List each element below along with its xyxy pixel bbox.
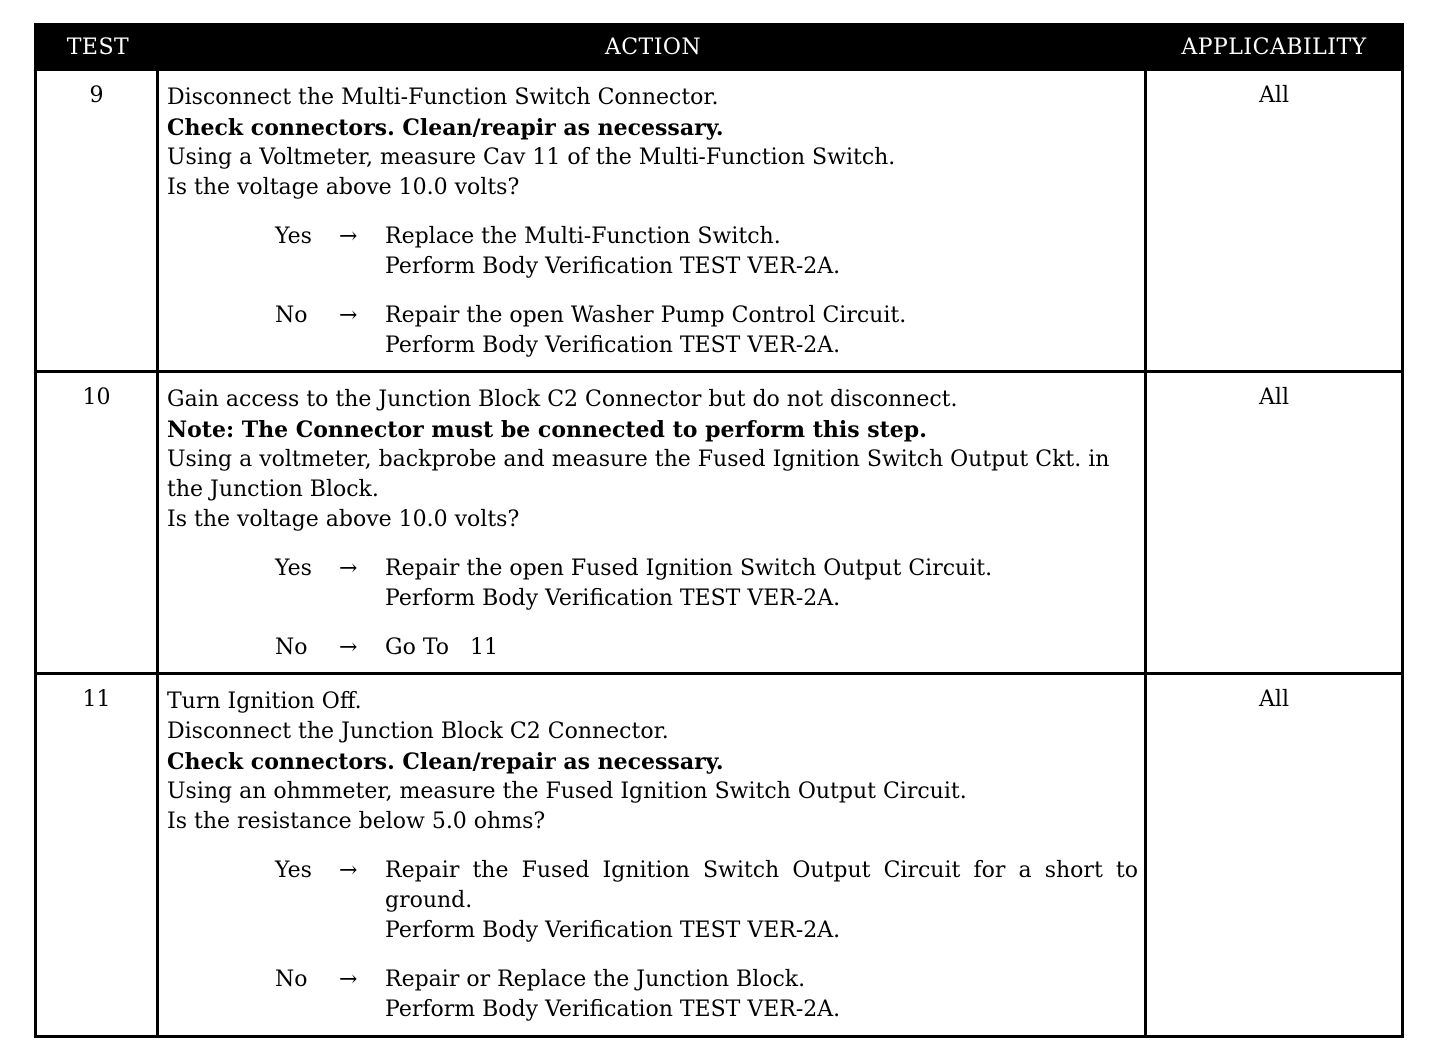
action-line: Disconnect the Junction Block C2 Connector. [167, 719, 669, 744]
answer-line: Perform Body Verification TEST VER-2A. [385, 254, 841, 279]
action-cell [159, 675, 1147, 1035]
action-line: Note: The Connector must be connected to perform this step. [167, 417, 927, 443]
applicability-cell: All [1259, 83, 1289, 108]
test-number: 10 [37, 373, 159, 672]
answer-line: Replace the Multi-Function Switch. [385, 224, 781, 249]
header-action: ACTION [604, 34, 702, 60]
test-number: 9 [37, 71, 159, 370]
action-line: Is the resistance below 5.0 ohms? [167, 809, 546, 834]
answer-line: Perform Body Verification TEST VER-2A. [385, 918, 841, 943]
arrow-icon: → [339, 635, 358, 660]
action-line: Check connectors. Clean/reapir as necessary. [167, 115, 724, 141]
answer-yes [167, 554, 1138, 614]
answer-label: Yes [275, 556, 312, 581]
test-number: 11 [37, 675, 159, 1035]
answer-line: Repair the open Fused Ignition Switch Output Circuit. [385, 556, 993, 581]
action-line: Using an ohmmeter, measure the Fused Ignition Switch Output Circuit. [167, 779, 967, 804]
answer-line: Go To 11 [385, 635, 498, 660]
answer-label: Yes [275, 858, 312, 883]
answer-label: No [275, 303, 308, 328]
action-line: Is the voltage above 10.0 volts? [167, 507, 520, 532]
action-line: Check connectors. Clean/repair as necessary. [167, 749, 724, 775]
table-row [37, 672, 1401, 1035]
arrow-icon: → [339, 303, 358, 328]
answer-line: Perform Body Verification TEST VER-2A. [385, 333, 841, 358]
arrow-icon: → [339, 224, 358, 249]
action-line: Is the voltage above 10.0 volts? [167, 175, 520, 200]
header-test: TEST [66, 34, 130, 60]
answer-line: Perform Body Verification TEST VER-2A. [385, 586, 841, 611]
action-line: Using a Voltmeter, measure Cav 11 of the Multi-Function Switch. [167, 145, 896, 170]
arrow-icon: → [339, 967, 358, 992]
arrow-icon: → [339, 858, 358, 883]
answer-no [167, 965, 1138, 1025]
action-line: Using a voltmeter, backprobe and measure the Fused Ignition Switch Output Ckt. in the Junction Block. [167, 447, 1110, 502]
answer-yes [167, 222, 1138, 282]
diagnostic-table [34, 23, 1404, 1038]
arrow-icon: → [339, 556, 358, 581]
answer-no [167, 301, 1138, 361]
answer-line: Repair or Replace the Junction Block. [385, 967, 806, 992]
answer-label: No [275, 635, 308, 660]
answer-yes [167, 856, 1138, 946]
action-line: Disconnect the Multi-Function Switch Connector. [167, 85, 719, 110]
action-line: Turn Ignition Off. [167, 689, 362, 714]
answer-no [167, 633, 1138, 663]
answer-label: Yes [275, 224, 312, 249]
answer-line: Repair the Fused Ignition Switch Output Circuit for a short to ground. [385, 858, 1138, 913]
applicability-cell: All [1259, 687, 1289, 712]
action-cell [159, 71, 1147, 370]
answer-line: Perform Body Verification TEST VER-2A. [385, 997, 841, 1022]
action-cell [159, 373, 1147, 672]
answer-label: No [275, 967, 308, 992]
applicability-cell: All [1259, 385, 1289, 410]
table-row [37, 370, 1401, 672]
header-applicability: APPLICABILITY [1181, 34, 1367, 60]
table-header [37, 26, 1401, 68]
answer-line: Repair the open Washer Pump Control Circuit. [385, 303, 907, 328]
action-line: Gain access to the Junction Block C2 Connector but do not disconnect. [167, 387, 958, 412]
table-row [37, 68, 1401, 370]
